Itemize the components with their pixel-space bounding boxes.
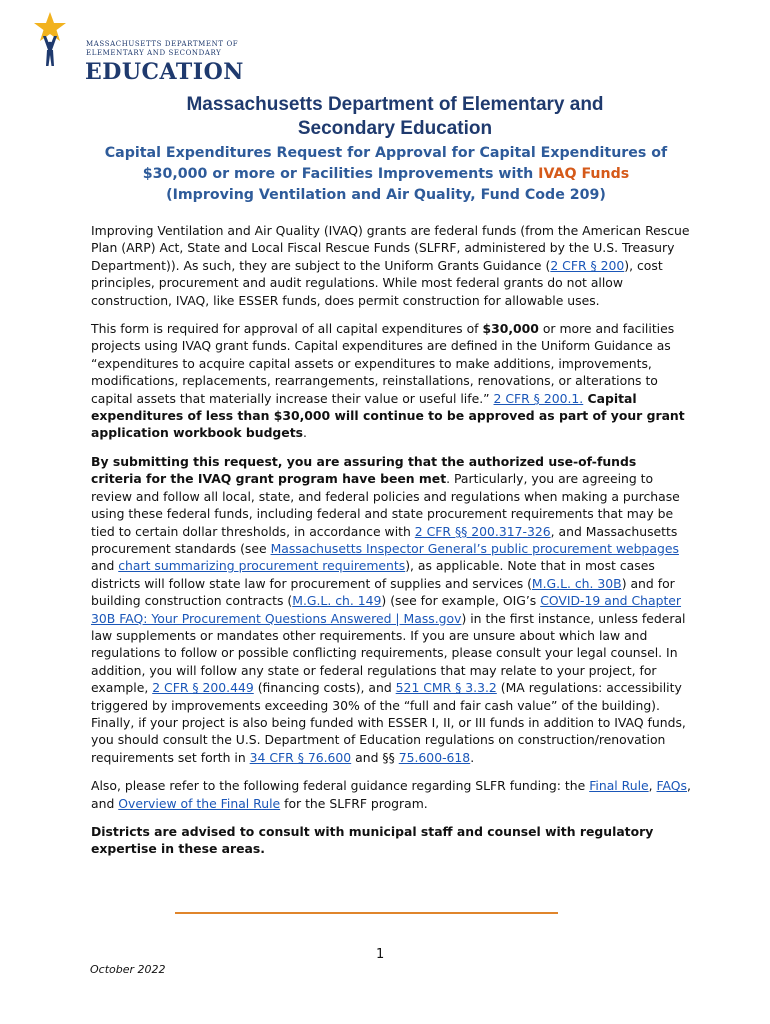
page-number: 1 [376,947,385,962]
footer-divider [175,912,558,914]
link-inspector-general[interactable]: Massachusetts Inspector General’s public procurement webpages [270,540,679,556]
link-2cfr449[interactable]: 2 CFR § 200.449 [152,680,254,696]
assurance-paragraph: By submitting this request, you are assuring that the authorized use-of-funds criteria for the IVAQ grant program have been met. Particularly, you are agreeing to review and follow all local, state, and federal policies and regulations when making a purchase using these federal funds, including federal and state procurement requirements that may be tied to certain dollar thresholds, in accordance with 2 CFR §§ 200.317-326, and Massachusetts procurement standards (see Massachusetts Inspector General’s public procurement webpages and chart summarizing procurement requirements), as applicable. Note that in most cases districts will follow state law for procurement of supplies and services (M.G.L. ch. 30B) and for building construction contracts (M.G.L. ch. 149) (see for example, OIG’s COVID-19 and Chapter 30B FAQ: Your Procurement Questions Answered | Mass.gov) in the first instance, unless federal law supplements or mandates other requirements. If you are unsure about which law and regulations to follow or possible conflicting requirements, please consult your legal counsel. In addition, you will follow any state or federal regulations that may relate to your project, for example, 2 CFR § 200.449 (financing costs), and 521 CMR § 3.3.2 (MA regulations: accessibility triggered by improvements exceeding 30% of the “full and fair cash value” of the building). Finally, if your project is also being funded with ESSER I, II, or III funds in addition to IVAQ funds, you should consult the U.S. Department of Education regulations on construction/renovation requirements set forth in 34 CFR § 76.600 and §§ 75.600-618. [91,453,686,765]
link-mgl-149[interactable]: M.G.L. ch. 149 [292,593,382,609]
page-title: Massachusetts Department of Elementary and Secondary Education [186,94,604,139]
advisory-paragraph: Districts are advised to consult with municipal staff and counsel with regulatory expertise in these areas. [91,824,654,857]
form-subtitle: Capital Expenditures Request for Approval for Capital Expenditures of $30,000 or more or Facilities Improvements with IVAQ Funds (Improving Ventilation and Air Quality, Fund Code 209) [104,145,668,203]
logo-text-big: EDUCATION [85,59,244,85]
intro-paragraph: Improving Ventilation and Air Quality (IVAQ) grants are federal funds (from the American Rescue Plan (ARP) Act, State and Local Fiscal Rescue Funds (SLFRF, administered by the U.S. Treasury Department)). As such, they are subject to the Uniform Grants Guidance (2 CFR § 200), cost principles, procurement and audit regulations. While most federal grants do not allow construction, IVAQ, like ESSER funds, does permit construction for allowable uses. [91,223,690,308]
document-body [91,222,691,869]
link-521cmr[interactable]: 521 CMR § 3.3.2 [395,680,497,696]
link-2cfr200[interactable]: 2 CFR § 200 [550,257,625,273]
logo-text-small: MASSACHUSETTS DEPARTMENT OF ELEMENTARY AND SECONDARY [86,40,239,57]
slfr-guidance-paragraph: Also, please refer to the following federal guidance regarding SLFR funding: the Final Rule, FAQs, and Overview of the Final Rule for the SLFRF program. [91,778,691,811]
star-figure-icon [30,10,70,82]
link-oig-faq[interactable]: COVID-19 and Chapter 30B FAQ: Your Procurement Questions Answered | Mass.gov [91,593,682,626]
link-overview-final-rule[interactable]: Overview of the Final Rule [118,795,281,811]
link-2cfr317[interactable]: 2 CFR §§ 200.317-326 [414,523,551,539]
capital-expenditure-paragraph: This form is required for approval of all capital expenditures of $30,000 or more and facilities projects using IVAQ grant funds. Capital expenditures are defined in the Uniform Guidance as “expenditures to acquire capital assets or expenditures to make additions, improvements, modifications, replacements, rearrangements, reinstallations, renovations, or alterations to capital assets that materially increase their value or useful life.” 2 CFR § 200.1. Capital expenditures of less than $30,000 will continue to be approved as part of your grant application workbook budgets. [91,321,685,441]
link-mgl-30b[interactable]: M.G.L. ch. 30B [531,575,622,591]
link-final-rule[interactable]: Final Rule [589,778,649,794]
footer-date: October 2022 [90,963,166,976]
link-procurement-chart[interactable]: chart summarizing procurement requirements [118,558,406,574]
link-faqs[interactable]: FAQs [656,778,688,794]
link-2cfr2001[interactable]: 2 CFR § 200.1. [493,390,584,406]
ivaq-highlight: IVAQ Funds [538,166,630,182]
dese-logo [30,10,244,85]
link-34cfr[interactable]: 34 CFR § 76.600 [249,749,352,765]
link-75600[interactable]: 75.600-618 [398,749,471,765]
